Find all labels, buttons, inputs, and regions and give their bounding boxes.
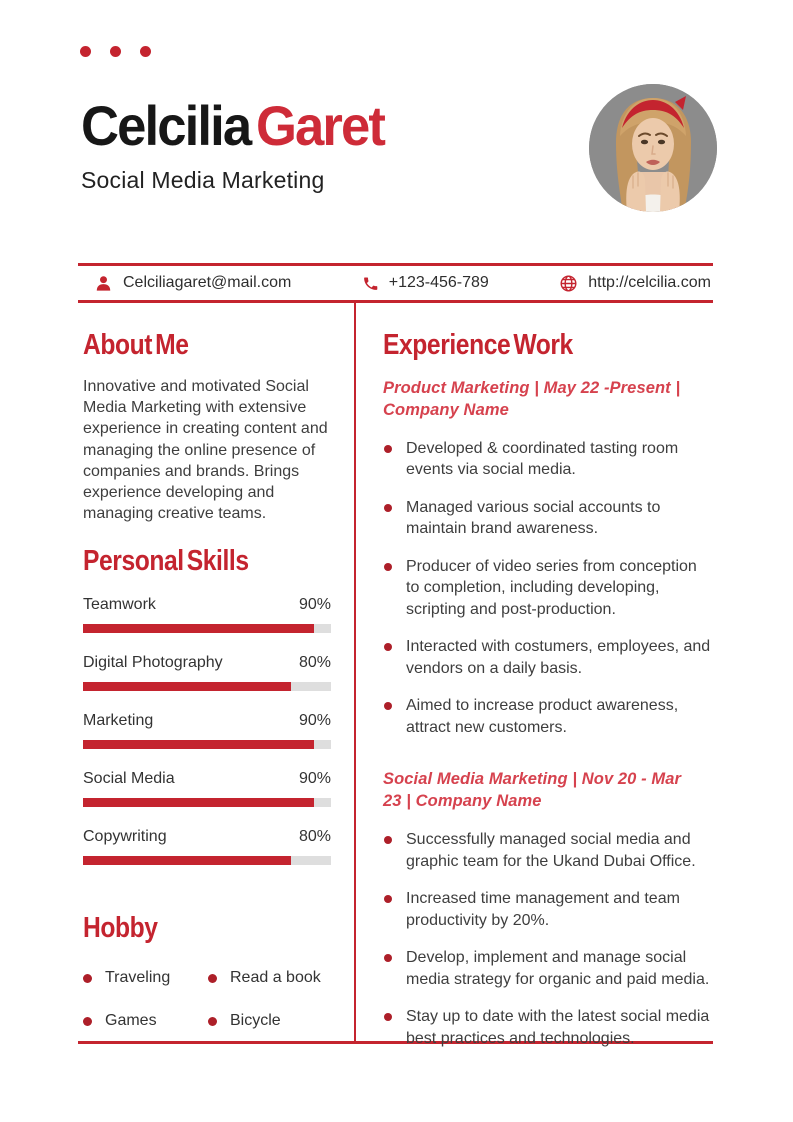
skills-title: Personal Skills [83,545,249,578]
bullet-item: Increased time management and team productivity by 20%. [383,888,711,931]
bullet-item: Producer of video series from conception to completion, including developing, scripting and post-production. [383,556,711,621]
bullet-dot-icon [83,1017,92,1026]
skill-bar-track [83,798,331,807]
dot-icon [110,46,121,57]
avatar-illustration [589,84,717,212]
email-text: Celciliagaret@mail.com [123,274,292,291]
skill-percent: 80% [298,654,331,672]
page-title [81,94,384,158]
main-content [78,303,713,1047]
bullet-item: Interacted with costumers, employees, and vendors on a daily basis. [383,636,711,679]
first-name: Celcilia [81,94,251,157]
skill-bar-fill [83,856,291,865]
hobby-item [83,1012,208,1030]
skill-bar-fill [83,740,314,749]
skill-bar-track [83,856,331,865]
contact-phone [362,274,489,292]
hobby-item [208,1012,334,1030]
about-text: Innovative and motivated Social Media Marketing with extensive experience in creating content and managing the online presence of companies and brands. Brings experience developing and managing creative teams. [83,377,328,523]
hobby-label: Read a book [230,969,321,987]
globe-icon [559,274,578,293]
experience-title: Experience Work [383,329,573,361]
phone-icon [362,275,379,292]
right-column [356,303,713,1047]
left-column [78,303,356,1041]
website-text: http://celcilia.com [588,274,711,291]
skill-bar-track [83,740,331,749]
hobby-label: Games [105,1012,157,1030]
bullet-dot-icon [208,974,217,983]
dot-icon [140,46,151,57]
bullet-item: Stay up to date with the latest social media best practices and technologies. [383,1006,711,1049]
skill-item [83,770,331,807]
skill-item [83,828,331,865]
hobby-list [83,969,334,1030]
skill-bar-track [83,624,331,633]
decorative-dots [80,46,151,57]
skills-list [83,596,331,865]
skill-item [83,712,331,749]
hobby-label: Bicycle [230,1012,281,1030]
skill-bar-fill [83,624,314,633]
skill-bar-fill [83,798,314,807]
phone-text: +123-456-789 [388,274,489,291]
contact-bar [78,263,713,303]
skill-percent: 90% [298,712,331,730]
skill-item [83,596,331,633]
dot-icon [80,46,91,57]
about-title: About Me [83,329,189,361]
skill-item [83,654,331,691]
bullet-item: Develop, implement and manage social media strategy for organic and paid media. [383,947,711,990]
job-title: Social Media Marketing | Nov 20 - Mar 23 | Company Name [383,770,682,811]
bullet-dot-icon [83,974,92,983]
bullet-item: Managed various social accounts to maintain brand awareness. [383,497,711,540]
skill-label: Copywriting [83,828,167,846]
header [81,94,403,194]
skill-percent: 90% [298,770,331,788]
hobby-item [83,969,208,987]
person-icon [94,274,113,293]
skill-percent: 80% [298,828,331,846]
job-bullets [383,438,713,739]
bullet-dot-icon [208,1017,217,1026]
bullet-item: Developed & coordinated tasting room events via social media. [383,438,711,481]
bullet-item: Aimed to increase product awareness, attract new customers. [383,695,711,738]
job-title: Product Marketing | May 22 -Present | Company Name [383,378,681,419]
hobby-item [208,969,334,987]
hobby-label: Traveling [105,969,171,987]
bullet-item: Successfully managed social media and graphic team for the Ukand Dubai Office. [383,829,711,872]
contact-email [94,274,291,293]
skill-label: Teamwork [83,596,156,614]
job-subtitle: Social Media Marketing [81,167,325,194]
contact-website [559,274,711,293]
skill-label: Marketing [83,712,154,730]
avatar [589,84,717,212]
job-bullets [383,829,713,1049]
skill-percent: 90% [298,596,331,614]
skill-bar-fill [83,682,291,691]
last-name: Garet [255,94,385,157]
skill-bar-track [83,682,331,691]
skill-label: Digital Photography [83,654,223,672]
hobby-title: Hobby [83,912,158,945]
skill-label: Social Media [83,770,175,788]
